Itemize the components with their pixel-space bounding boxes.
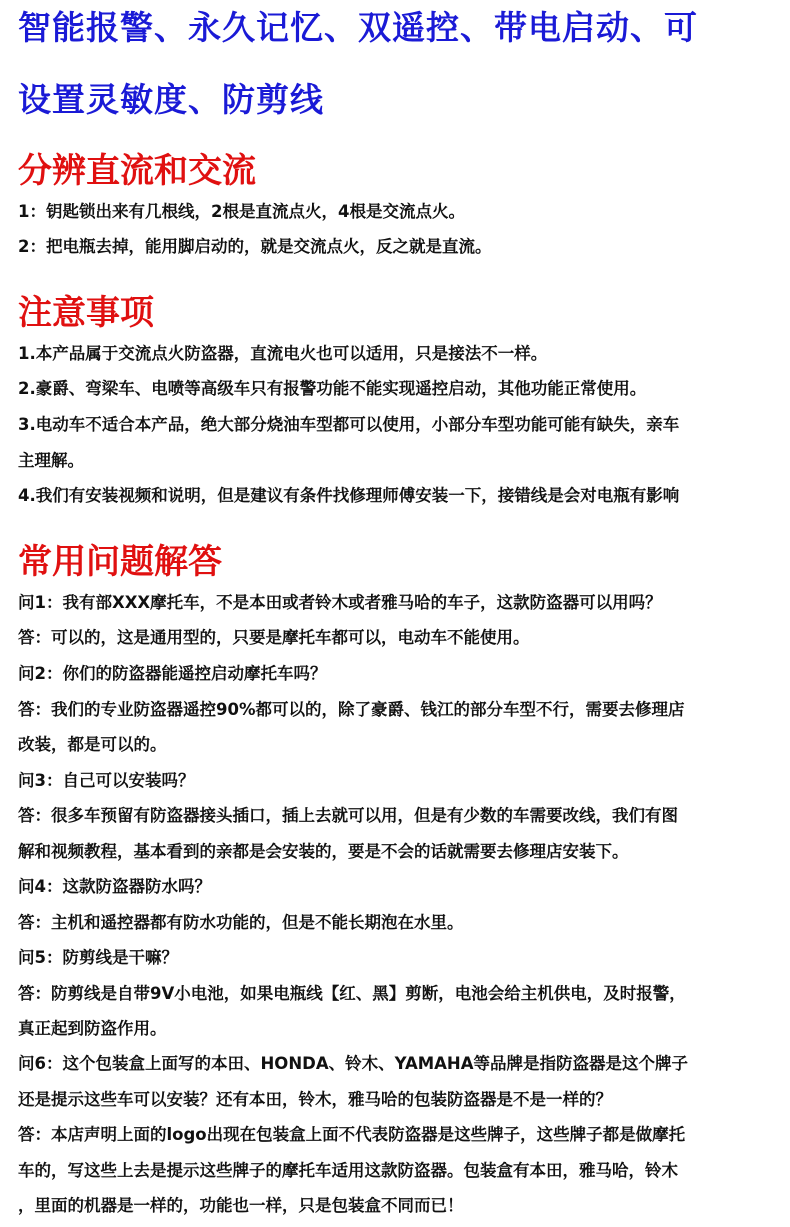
dc-ac-line-1: 1：钥匙锁出来有几根线，2根是直流点火，4根是交流点火。 [18,202,465,221]
faq-line-5: 改装，都是可以的。 [18,735,167,754]
dc-ac-line-2: 2：把电瓶去掉，能用脚启动的，就是交流点火，反之就是直流。 [18,237,492,256]
faq-line-13: 真正起到防盗作用。 [18,1019,167,1038]
faq-line-9: 问4：这款防盗器防水吗？ [18,877,211,896]
section-title-notes: 注意事项 [18,293,154,333]
faq-line-4: 答：我们的专业防盗器遥控90%都可以的，除了豪爵、钱江的部分车型不行，需要去修理店 [18,700,685,719]
faq-line-17: 车的，写这些上去是提示这些牌子的摩托车适用这款防盗器。包装盒有本田，雅马哈，铃木 [18,1161,678,1180]
faq-line-11: 问5：防剪线是干嘛？ [18,948,178,967]
notes-line-4: 主理解。 [18,451,84,470]
headline-line-2: 设置灵敏度、防剪线 [18,80,324,119]
faq-line-12: 答：防剪线是自带9V小电池，如果电瓶线【红、黑】剪断，电池会给主机供电，及时报警， [18,984,686,1003]
notes-line-3: 3.电动车不适合本产品，绝大部分烧油车型都可以使用，小部分车型功能可能有缺失，亲车 [18,415,680,434]
faq-line-8: 解和视频教程，基本看到的亲都是会安装的，要是不会的话就需要去修理店安装下。 [18,842,629,861]
section-title-dc-ac: 分辨直流和交流 [18,151,256,191]
faq-line-15: 还是提示这些车可以安装？还有本田，铃木，雅马哈的包装防盗器是不是一样的？ [18,1090,612,1109]
faq-line-3: 问2：你们的防盗器能遥控启动摩托车吗？ [18,664,327,683]
section-title-faq: 常用问题解答 [18,542,222,582]
faq-line-18: ，里面的机器是一样的，功能也一样，只是包装盒不同而已！ [18,1196,464,1215]
faq-line-14: 问6：这个包装盒上面写的本田、HONDA、铃木、YAMAHA等品牌是指防盗器是这个牌子 [18,1054,688,1073]
notes-line-5: 4.我们有安装视频和说明，但是建议有条件找修理师傅安装一下，接错线是会对电瓶有影响 [18,486,680,505]
faq-line-16: 答：本店声明上面的logo出现在包装盒上面不代表防盗器是这些牌子，这些牌子都是做摩托 [18,1125,686,1144]
faq-line-6: 问3：自己可以安装吗？ [18,771,195,790]
faq-line-10: 答：主机和遥控器都有防水功能的，但是不能长期泡在水里。 [18,913,464,932]
notes-line-1: 1.本产品属于交流点火防盗器，直流电火也可以适用，只是接法不一样。 [18,344,548,363]
headline-line-1: 智能报警、永久记忆、双遥控、带电启动、可 [18,8,698,47]
notes-line-2: 2.豪爵、弯梁车、电喷等高级车只有报警功能不能实现遥控启动，其他功能正常使用。 [18,379,647,398]
faq-line-1: 问1：我有部XXX摩托车，不是本田或者铃木或者雅马哈的车子，这款防盗器可以用吗？ [18,593,662,612]
faq-line-7: 答：很多车预留有防盗器接头插口，插上去就可以用，但是有少数的车需要改线，我们有图 [18,806,678,825]
faq-line-2: 答：可以的，这是通用型的，只要是摩托车都可以，电动车不能使用。 [18,628,530,647]
